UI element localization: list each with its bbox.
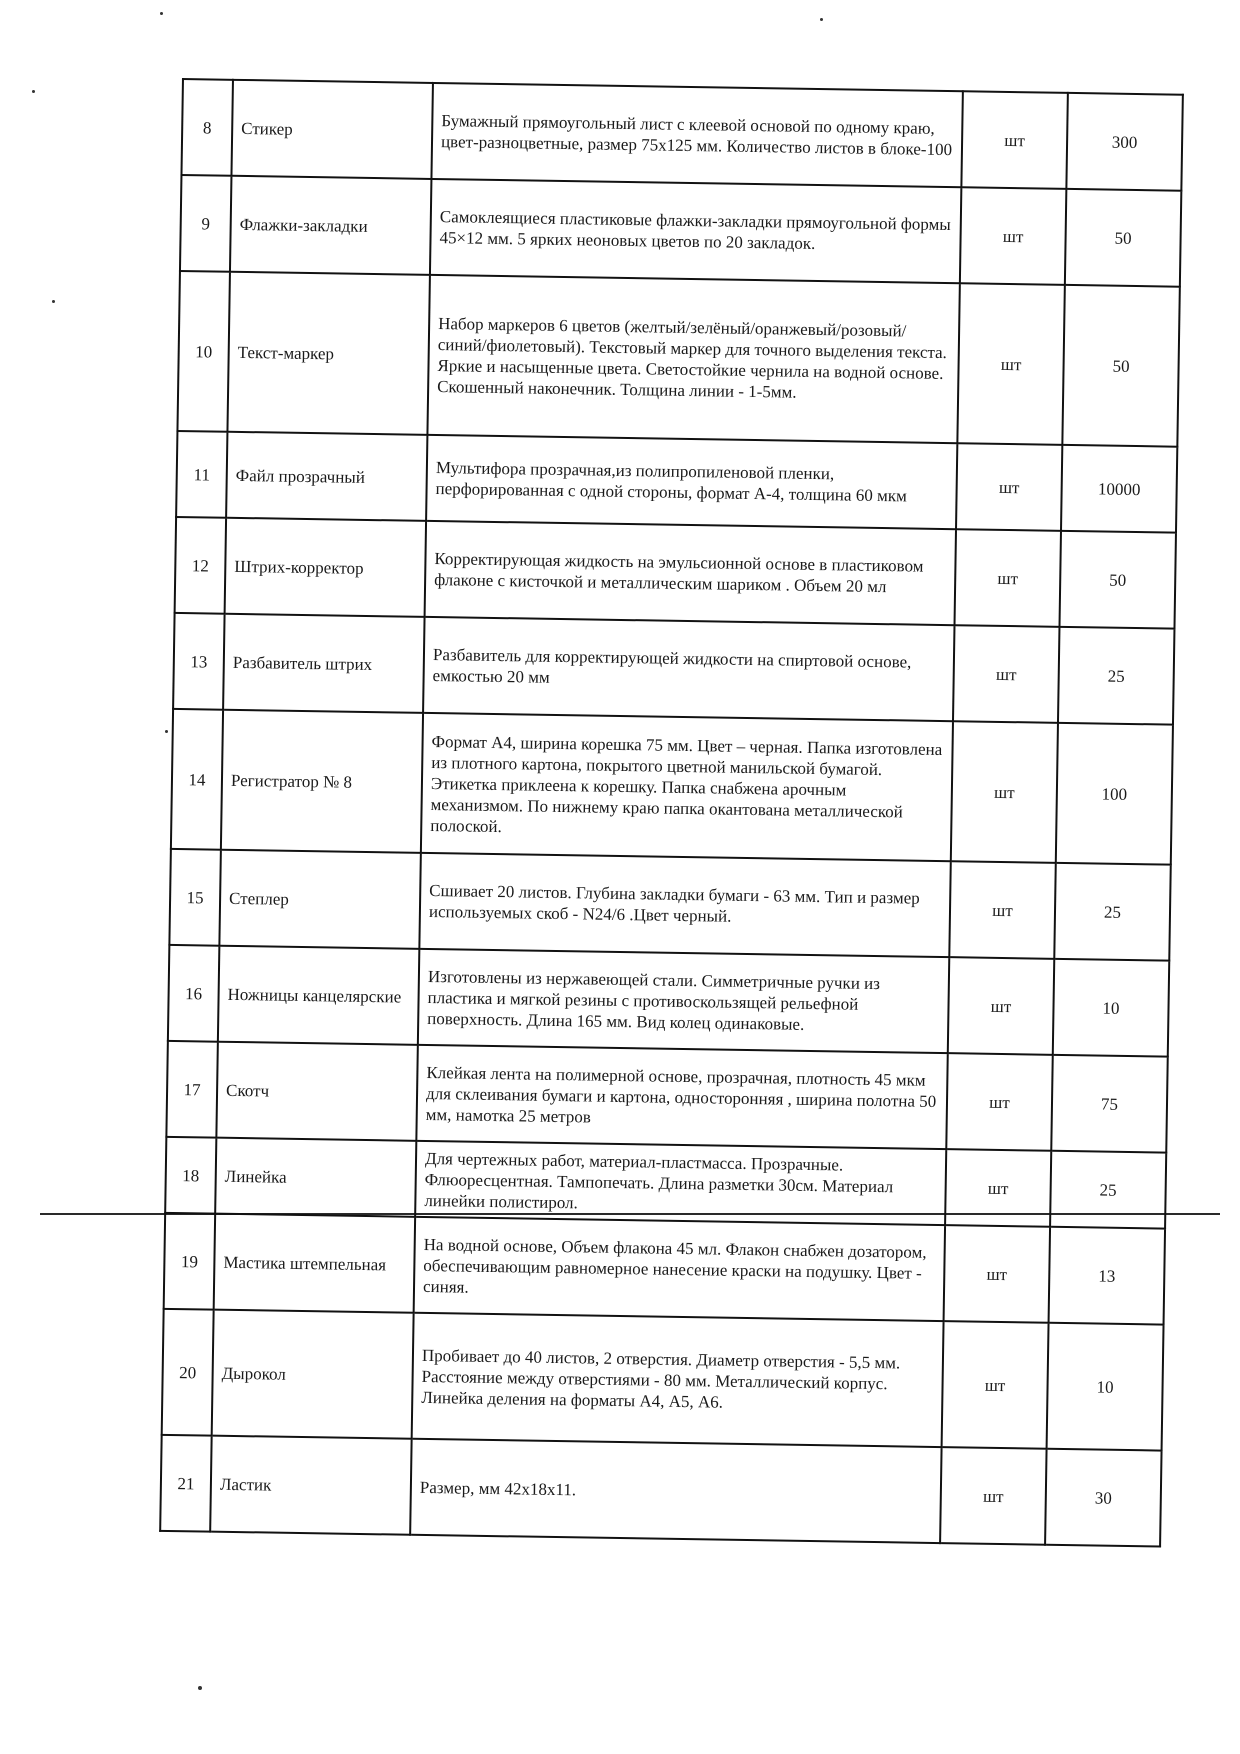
item-quantity: 50 (1062, 285, 1179, 447)
row-number: 18 (165, 1137, 216, 1214)
scan-speck (52, 300, 55, 303)
item-unit: шт (946, 1053, 1052, 1151)
row-number: 8 (181, 79, 233, 176)
item-description: Формат А4, ширина корешка 75 мм. Цвет – черная. Папка изготовлена из плотного картона, покрытого цветной манильской бумагой. Этикетка приклеена к корешку. Папка снабжена арочным механизмом. По нижнему краю папка окантована металлической полоской. (421, 713, 953, 861)
item-description: Пробивает до 40 листов, 2 отверстия. Диаметр отверстия - 5,5 мм. Расстояние между отверстиями - 80 мм. Металлический корпус. Линейка деления на форматы А4, А5, А6. (412, 1313, 944, 1447)
table-row (180, 175, 1181, 287)
item-description: Изготовлены из нержавеющей стали. Симметричные ручки из пластика и мягкой резины с противоскользящей рельефной поверхность. Длина 165 мм. Вид колец одинаковые. (418, 949, 949, 1053)
scan-speck (198, 1686, 202, 1690)
item-unit: шт (961, 91, 1067, 189)
item-unit: шт (956, 443, 1062, 531)
item-quantity: 25 (1058, 627, 1174, 725)
item-quantity: 300 (1066, 93, 1182, 191)
table-row (162, 1309, 1164, 1451)
item-name: Дырокол (212, 1310, 414, 1439)
item-name: Файл прозрачный (226, 432, 427, 521)
item-unit: шт (942, 1321, 1049, 1449)
item-unit: шт (948, 957, 1054, 1055)
item-quantity: 10 (1047, 1323, 1164, 1451)
table-row (168, 945, 1169, 1057)
item-name: Флажки-закладки (230, 176, 431, 275)
item-description: Сшивает 20 листов. Глубина закладки бумаги - 63 мм. Тип и размер используемых скоб - N24/6 .Цвет черный. (419, 853, 950, 957)
item-description: Бумажный прямоугольный лист с клеевой основой по одному краю, цвет-разноцветные, размер 75х125 мм. Количество листов в блоке-100 (431, 83, 962, 187)
scan-speck (165, 730, 168, 733)
row-number: 10 (177, 271, 230, 432)
item-quantity: 10000 (1061, 445, 1177, 533)
item-name: Мастика штемпельная (214, 1214, 415, 1313)
item-description: Клейкая лента на полимерной основе, прозрачная, плотность 45 мкм для склеивания бумаги и картона, односторонняя , ширина полотна 50 мм, намотка 25 метров (416, 1045, 947, 1149)
item-name: Степлер (219, 850, 420, 949)
item-unit: шт (955, 529, 1061, 627)
table-row (176, 431, 1177, 533)
scan-speck (160, 12, 163, 15)
table-row (175, 517, 1176, 629)
row-number: 12 (175, 517, 227, 614)
row-number: 16 (168, 945, 220, 1042)
item-quantity: 50 (1065, 189, 1181, 287)
table-row (160, 1435, 1161, 1547)
item-unit: шт (949, 861, 1055, 959)
item-quantity: 10 (1053, 959, 1169, 1057)
item-name: Разбавитель штрих (223, 614, 424, 713)
item-unit: шт (960, 187, 1066, 285)
item-name: Текст-маркер (227, 272, 429, 435)
item-name: Линейка (215, 1138, 416, 1217)
item-name: Регистратор № 8 (221, 710, 423, 853)
row-number: 11 (176, 431, 227, 518)
item-name: Штрих-корректор (225, 518, 426, 617)
row-number: 9 (180, 175, 232, 272)
item-quantity: 50 (1059, 531, 1175, 629)
item-quantity: 30 (1045, 1449, 1161, 1547)
items-table (159, 78, 1184, 1548)
scan-speck (32, 90, 35, 93)
item-description: Разбавитель для корректирующей жидкости на спиртовой основе, емкостью 20 мм (423, 617, 954, 721)
row-number: 19 (164, 1213, 216, 1310)
table-row (164, 1213, 1165, 1325)
item-name: Скотч (216, 1042, 417, 1141)
items-table-body (160, 79, 1183, 1547)
table-row (171, 709, 1173, 865)
row-number: 17 (166, 1041, 218, 1138)
table-row (173, 613, 1174, 725)
item-description: Для чертежных работ, материал-пластмасса. Прозрачные. Флюоресцентная. Тампопечать. Длина разметки 30см. Материал линейки полистирол. (415, 1141, 946, 1225)
scan-speck (820, 18, 823, 21)
row-number: 13 (173, 613, 225, 710)
table-row (169, 849, 1170, 961)
item-name: Ножницы канцелярские (218, 946, 419, 1045)
item-description: На водной основе, Объем флакона 45 мл. Флакон снабжен дозатором, обеспечивающим равномерное нанесение краски на подушку. Цвет - синяя. (414, 1217, 945, 1321)
item-quantity: 25 (1054, 863, 1170, 961)
item-unit: шт (940, 1447, 1046, 1545)
table-row (177, 271, 1179, 447)
table-row (166, 1041, 1167, 1153)
table-row (181, 79, 1182, 191)
item-unit: шт (953, 625, 1059, 723)
item-unit: шт (951, 721, 1058, 863)
item-quantity: 100 (1056, 723, 1173, 865)
item-unit: шт (944, 1225, 1050, 1323)
item-name: Стикер (231, 80, 432, 179)
item-unit: шт (957, 283, 1065, 445)
row-number: 20 (162, 1309, 214, 1436)
item-quantity: 25 (1050, 1151, 1166, 1229)
row-number: 21 (160, 1435, 212, 1532)
row-number: 14 (171, 709, 223, 850)
item-description: Размер, мм 42х18х11. (410, 1439, 941, 1543)
item-quantity: 13 (1049, 1227, 1165, 1325)
item-description: Самоклеящиеся пластиковые флажки-закладки прямоугольной формы 45×12 мм. 5 ярких неоновых цветов по 20 закладок. (430, 179, 961, 283)
row-number: 15 (169, 849, 221, 946)
item-unit: шт (945, 1149, 1051, 1227)
item-description: Набор маркеров 6 цветов (желтый/зелёный/оранжевый/розовый/синий/фиолетовый). Текстовый маркер для точного выделения текста. Яркие и насыщенные цвета. Светостойкие чернила на водной основе. Скошенный наконечник. Толщина линии - 1-5мм. (427, 275, 959, 443)
item-description: Корректирующая жидкость на эмульсионной основе в пластиковом флаконе с кисточкой и металлическим шариком . Объем 20 мл (425, 521, 956, 625)
item-quantity: 75 (1051, 1055, 1167, 1153)
item-description: Мультифора прозрачная,из полипропиленовой пленки, перфорированная с одной стороны, формат А-4, толщина 60 мкм (426, 435, 957, 529)
item-name: Ластик (210, 1436, 411, 1535)
